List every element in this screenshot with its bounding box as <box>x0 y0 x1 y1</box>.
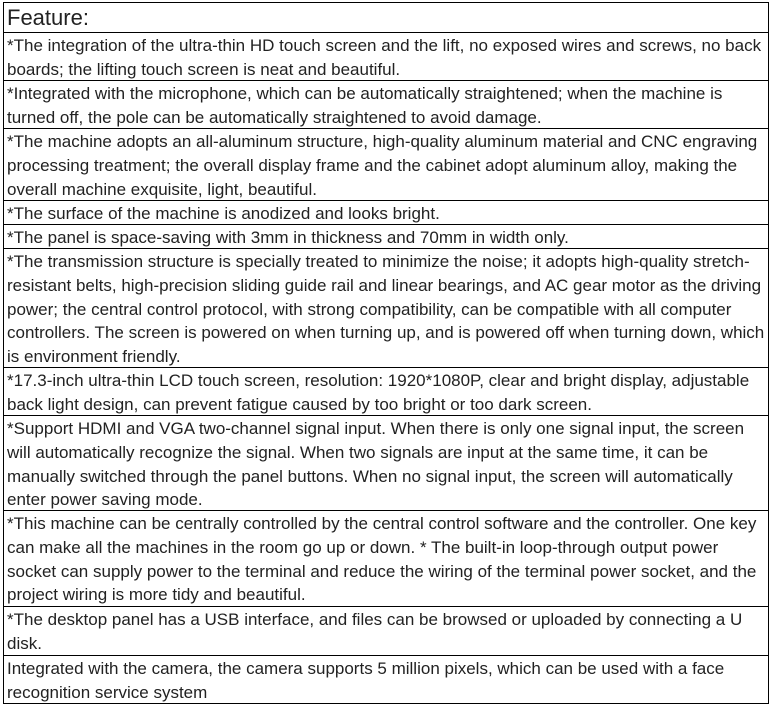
feature-row-11: Integrated with the camera, the camera supports 5 million pixels, which can be used with a face recognition service system <box>4 656 768 704</box>
feature-row-6: *The transmission structure is specially treated to minimize the noise; it adopts high-quality stretch-resistant belts, high-precision sliding guide rail and linear bearings, and AC gear motor as the driving power; the central control protocol, with strong compatibility, can be compatible with all computer controllers. The screen is powered on when turning up, and is powered off when turning down, which is environment friendly. <box>4 249 768 368</box>
feature-row-10: *The desktop panel has a USB interface, and files can be browsed or uploaded by connecting a U disk. <box>4 607 768 656</box>
feature-row-2: *Integrated with the microphone, which can be automatically straightened; when the machine is turned off, the pole can be automatically straightened to avoid damage. <box>4 81 768 129</box>
feature-table <box>3 2 769 704</box>
feature-row-3: *The machine adopts an all-aluminum structure, high-quality aluminum material and CNC engraving processing treatment; the overall display frame and the cabinet adopt aluminum alloy, making the overall machine exquisite, light, beautiful. <box>4 129 768 201</box>
feature-row-7: *17.3-inch ultra-thin LCD touch screen, resolution: 1920*1080P, clear and bright display, adjustable back light design, can prevent fatigue caused by too bright or too dark screen. <box>4 368 768 416</box>
feature-heading: Feature: <box>4 3 768 33</box>
feature-row-9: *This machine can be centrally controlled by the central control software and the controller. One key can make all the machines in the room go up or down. * The built-in loop-through output power socket can supply power to the terminal and reduce the wiring of the terminal power socket, and the project wiring is more tidy and beautiful. <box>4 511 768 607</box>
feature-row-4: *The surface of the machine is anodized and looks bright. <box>4 201 768 225</box>
feature-row-8: *Support HDMI and VGA two-channel signal input. When there is only one signal input, the screen will automatically recognize the signal. When two signals are input at the same time, it can be manually switched through the panel buttons. When no signal input, the screen will automatically enter power saving mode. <box>4 416 768 511</box>
feature-row-5: *The panel is space-saving with 3mm in thickness and 70mm in width only. <box>4 225 768 249</box>
feature-row-1: *The integration of the ultra-thin HD touch screen and the lift, no exposed wires and screws, no back boards; the lifting touch screen is neat and beautiful. <box>4 33 768 81</box>
